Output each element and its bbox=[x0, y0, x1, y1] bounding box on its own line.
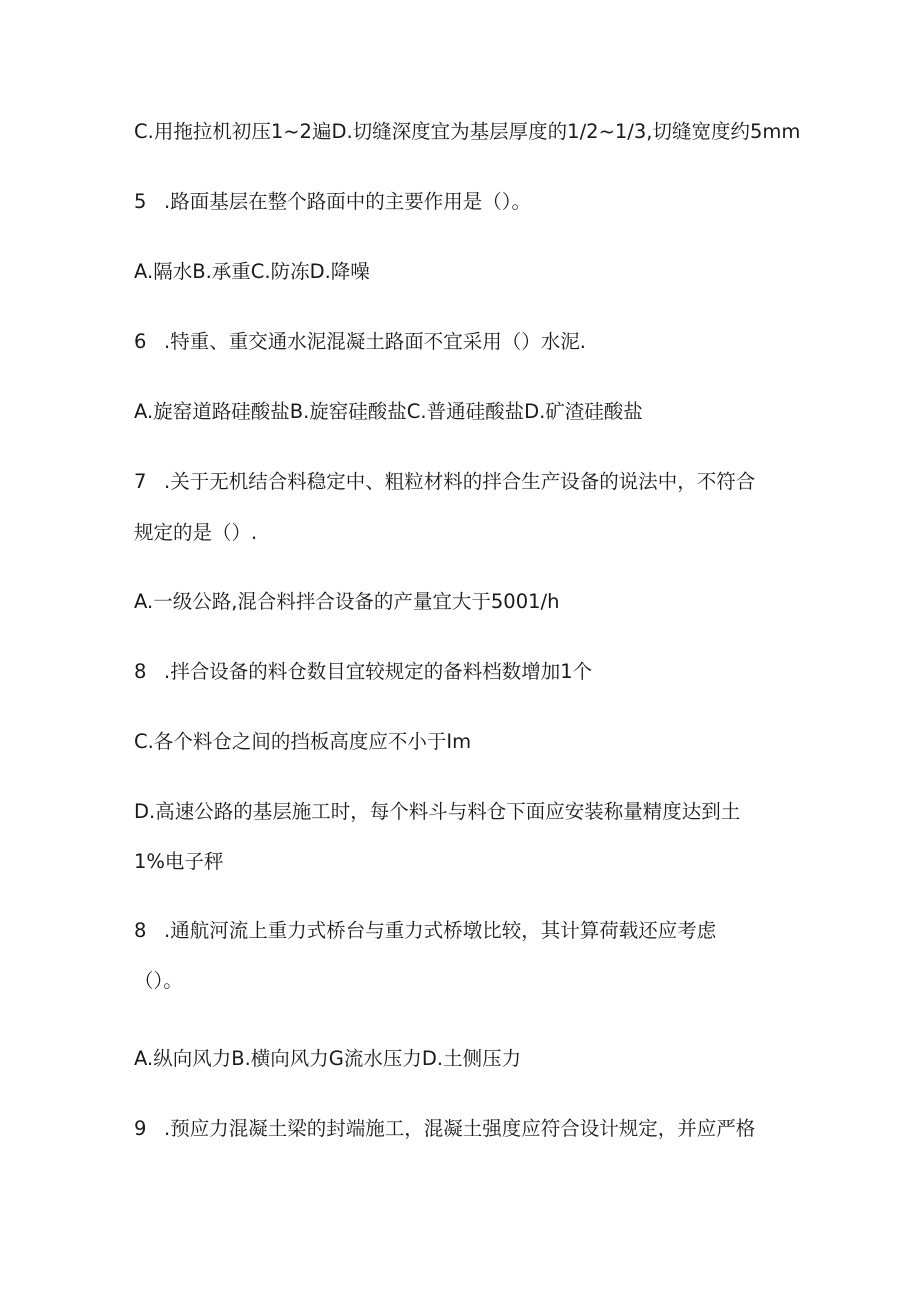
text-line-option-cd bbox=[134, 119, 800, 145]
question-text: .预应力混凝土梁的封端施工，混凝土强度应符合设计规定，并应严格 bbox=[164, 1117, 756, 1140]
question-8b-options bbox=[134, 1046, 521, 1072]
option-c-text bbox=[134, 729, 471, 755]
question-7 bbox=[134, 469, 755, 495]
question-text: .关于无机结合料稳定中、粗粒材料的拌合生产设备的说法中，不符合 bbox=[164, 470, 756, 493]
question-5 bbox=[134, 189, 531, 215]
question-7-option-a bbox=[134, 589, 559, 615]
question-9 bbox=[134, 1116, 755, 1142]
option-d-continued bbox=[134, 849, 223, 875]
options-text: A.隔水B.承重C.防冻D.降噪 bbox=[134, 260, 370, 283]
option-text: D.高速公路的基层施工时，每个料斗与料仓下面应安装称量精度达到土 bbox=[134, 800, 741, 823]
question-8b-continued bbox=[134, 968, 183, 994]
question-number: 5 bbox=[134, 190, 147, 213]
option-d-text bbox=[134, 799, 740, 825]
question-number: 8 bbox=[134, 660, 147, 683]
question-text: .特重、重交通水泥混凝土路面不宜采用（）水泥. bbox=[164, 330, 586, 353]
option-text-continued: 1%电子秤 bbox=[134, 850, 224, 873]
question-text: .拌合设备的料仓数目宜较规定的备料档数增加1个 bbox=[164, 660, 593, 683]
options-text: A.纵向风力B.横向风力G流水压力D.土侧压力 bbox=[134, 1047, 522, 1070]
question-7-continued bbox=[134, 520, 257, 546]
question-number: 7 bbox=[134, 470, 147, 493]
option-text: C.各个料仓之间的挡板高度应不小于Im bbox=[134, 730, 472, 753]
question-6 bbox=[134, 329, 586, 355]
question-text-continued: （）。 bbox=[134, 969, 183, 992]
question-8a bbox=[134, 659, 592, 685]
question-text-continued: 规定的是（）. bbox=[134, 521, 258, 544]
question-number: 6 bbox=[134, 330, 147, 353]
options-text: A.旋窑道路硅酸盐B.旋窑硅酸盐C.普通硅酸盐D.矿渣硅酸盐 bbox=[134, 400, 643, 423]
question-5-options bbox=[134, 259, 370, 285]
question-8b bbox=[134, 918, 716, 944]
question-number: 9 bbox=[134, 1117, 147, 1140]
line-text: C.用拖拉机初压1~2遍D.切缝深度宜为基层厚度的1∕2~1∕3,切缝宽度约5mm bbox=[134, 120, 801, 143]
question-text: .路面基层在整个路面中的主要作用是（）。 bbox=[164, 190, 531, 213]
question-text: .通航河流上重力式桥台与重力式桥墩比较，其计算荷载还应考虑 bbox=[164, 919, 717, 942]
question-6-options bbox=[134, 399, 643, 425]
option-text: A.一级公路,混合料拌合设备的产量宜大于5001∕h bbox=[134, 590, 560, 613]
question-number: 8 bbox=[134, 919, 147, 942]
